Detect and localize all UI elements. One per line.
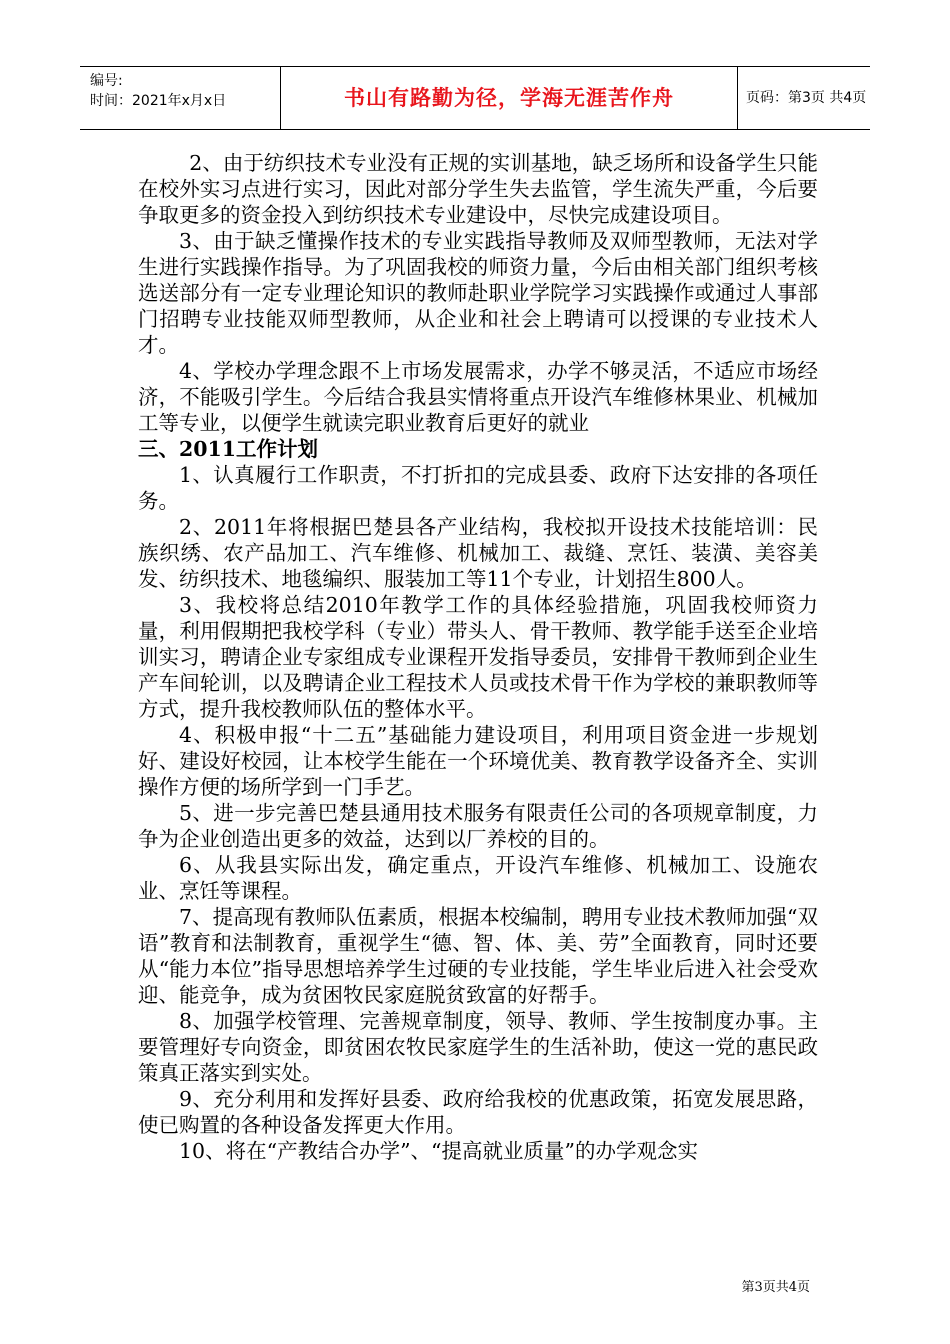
plan-item-5: 5、进一步完善巴楚县通用技术服务有限责任公司的各项规章制度，力争为企业创造出更多的效益，达到以厂养校的目的。 xyxy=(138,801,818,851)
section-heading: 三、2011工作计划 xyxy=(138,437,319,461)
paragraph-item-4: 4、学校办学理念跟不上市场发展需求，办学不够灵活，不适应市场经济，不能吸引学生。今后结合我县实情将重点开设汽车维修林果业、机械加工等专业，以便学生就读完职业教育后更好的就业 xyxy=(138,359,818,435)
plan-item-3: 3、我校将总结2010年教学工作的具体经验措施，巩固我校师资力量，利用假期把我校学科（专业）带头人、骨干教师、教学能手送至企业培训实习，聘请企业专家组成专业课程开发指导委员，安排骨干教师到企业生产车间轮训，以及聘请企业工程技术人员或技术骨干作为学校的兼职教师等方式，提升我校教师队伍的整体水平。 xyxy=(138,593,818,721)
plan-item-9: 9、充分利用和发挥好县委、政府给我校的优惠政策，拓宽发展思路，使已购置的各种设备发挥更大作用。 xyxy=(138,1087,818,1137)
plan-item-4: 4、积极申报“十二五”基础能力建设项目，利用项目资金进一步规划好、建设好校园，让本校学生能在一个环境优美、教育教学设备齐全、实训操作方便的场所学到一门手艺。 xyxy=(138,723,818,799)
header-page-indicator: 页码：第3页 共4页 xyxy=(746,90,867,106)
document-body xyxy=(138,150,818,1164)
header-motto: 书山有路勤为径，学海无涯苦作舟 xyxy=(280,67,738,129)
number-label: 编号: xyxy=(90,73,123,89)
plan-item-8: 8、加强学校管理、完善规章制度，领导、教师、学生按制度办事。主要管理好专向资金，即贫困农牧民家庭学生的生活补助，使这一党的惠民政策真正落实到实处。 xyxy=(138,1009,818,1085)
paragraph-item-2: 2、由于纺织技术专业没有正规的实训基地，缺乏场所和设备学生只能在校外实习点进行实习，因此对部分学生失去监管，学生流失严重，今后要争取更多的资金投入到纺织技术专业建设中，尽快完成建设项目。 xyxy=(138,151,818,227)
plan-item-1: 1、认真履行工作职责，不打折扣的完成县委、政府下达安排的各项任务。 xyxy=(138,463,818,513)
page-footer: 第3页共4页 xyxy=(741,1280,810,1295)
plan-item-6: 6、从我县实际出发，确定重点，开设汽车维修、机械加工、设施农业、烹饪等课程。 xyxy=(138,853,818,903)
plan-item-7: 7、提高现有教师队伍素质，根据本校编制，聘用专业技术教师加强“双语”教育和法制教育，重视学生“德、智、体、美、劳”全面教育，同时还要从“能力本位”指导思想培养学生过硬的专业技能，学生毕业后进入社会受欢迎、能竞争，成为贫困牧民家庭脱贫致富的好帮手。 xyxy=(138,905,818,1007)
page-header xyxy=(80,66,870,130)
plan-item-2: 2、2011年将根据巴楚县各产业结构，我校拟开设技术技能培训：民族织绣、农产品加工、汽车维修、机械加工、裁缝、烹饪、装潢、美容美发、纺织技术、地毯编织、服装加工等11个专业，计划招生800人。 xyxy=(138,515,818,591)
time-label: 时间：2021年x月x日 xyxy=(90,93,227,109)
header-meta xyxy=(80,67,280,129)
paragraph-item-3: 3、由于缺乏懂操作技术的专业实践指导教师及双师型教师，无法对学生进行实践操作指导。为了巩固我校的师资力量，今后由相关部门组织考核选送部分有一定专业理论知识的教师赴职业学院学习实践操作或通过人事部门招聘专业技能双师型教师，从企业和社会上聘请可以授课的专业技术人才。 xyxy=(138,229,818,357)
plan-item-10: 10、将在“产教结合办学”、“提高就业质量”的办学观念实 xyxy=(179,1139,699,1163)
